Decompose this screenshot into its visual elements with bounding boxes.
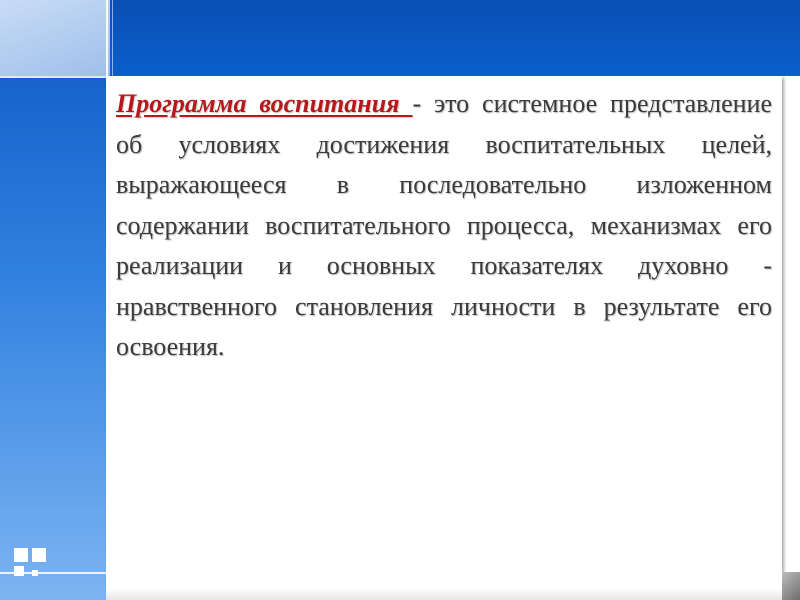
- corner-square: [0, 0, 110, 76]
- definition-text: это системное представление об условиях достижения воспитательных целей, выражающееся в последовательно изложенном содержании воспитательного процесса, механизмах его реализации и основных показателях духовно - нравственного становления личности в результате его освоения.: [116, 89, 772, 361]
- horizontal-divider: [0, 76, 106, 78]
- header-band: [0, 0, 800, 76]
- content-bottom-shadow: [106, 588, 782, 600]
- definition-paragraph: [116, 84, 772, 368]
- page-corner-shadow: [782, 572, 800, 600]
- term-heading: Программа воспитания: [116, 89, 413, 118]
- sidebar-band: [0, 0, 106, 600]
- term-dash: -: [412, 89, 434, 118]
- squares-mosaic-icon: [14, 548, 48, 582]
